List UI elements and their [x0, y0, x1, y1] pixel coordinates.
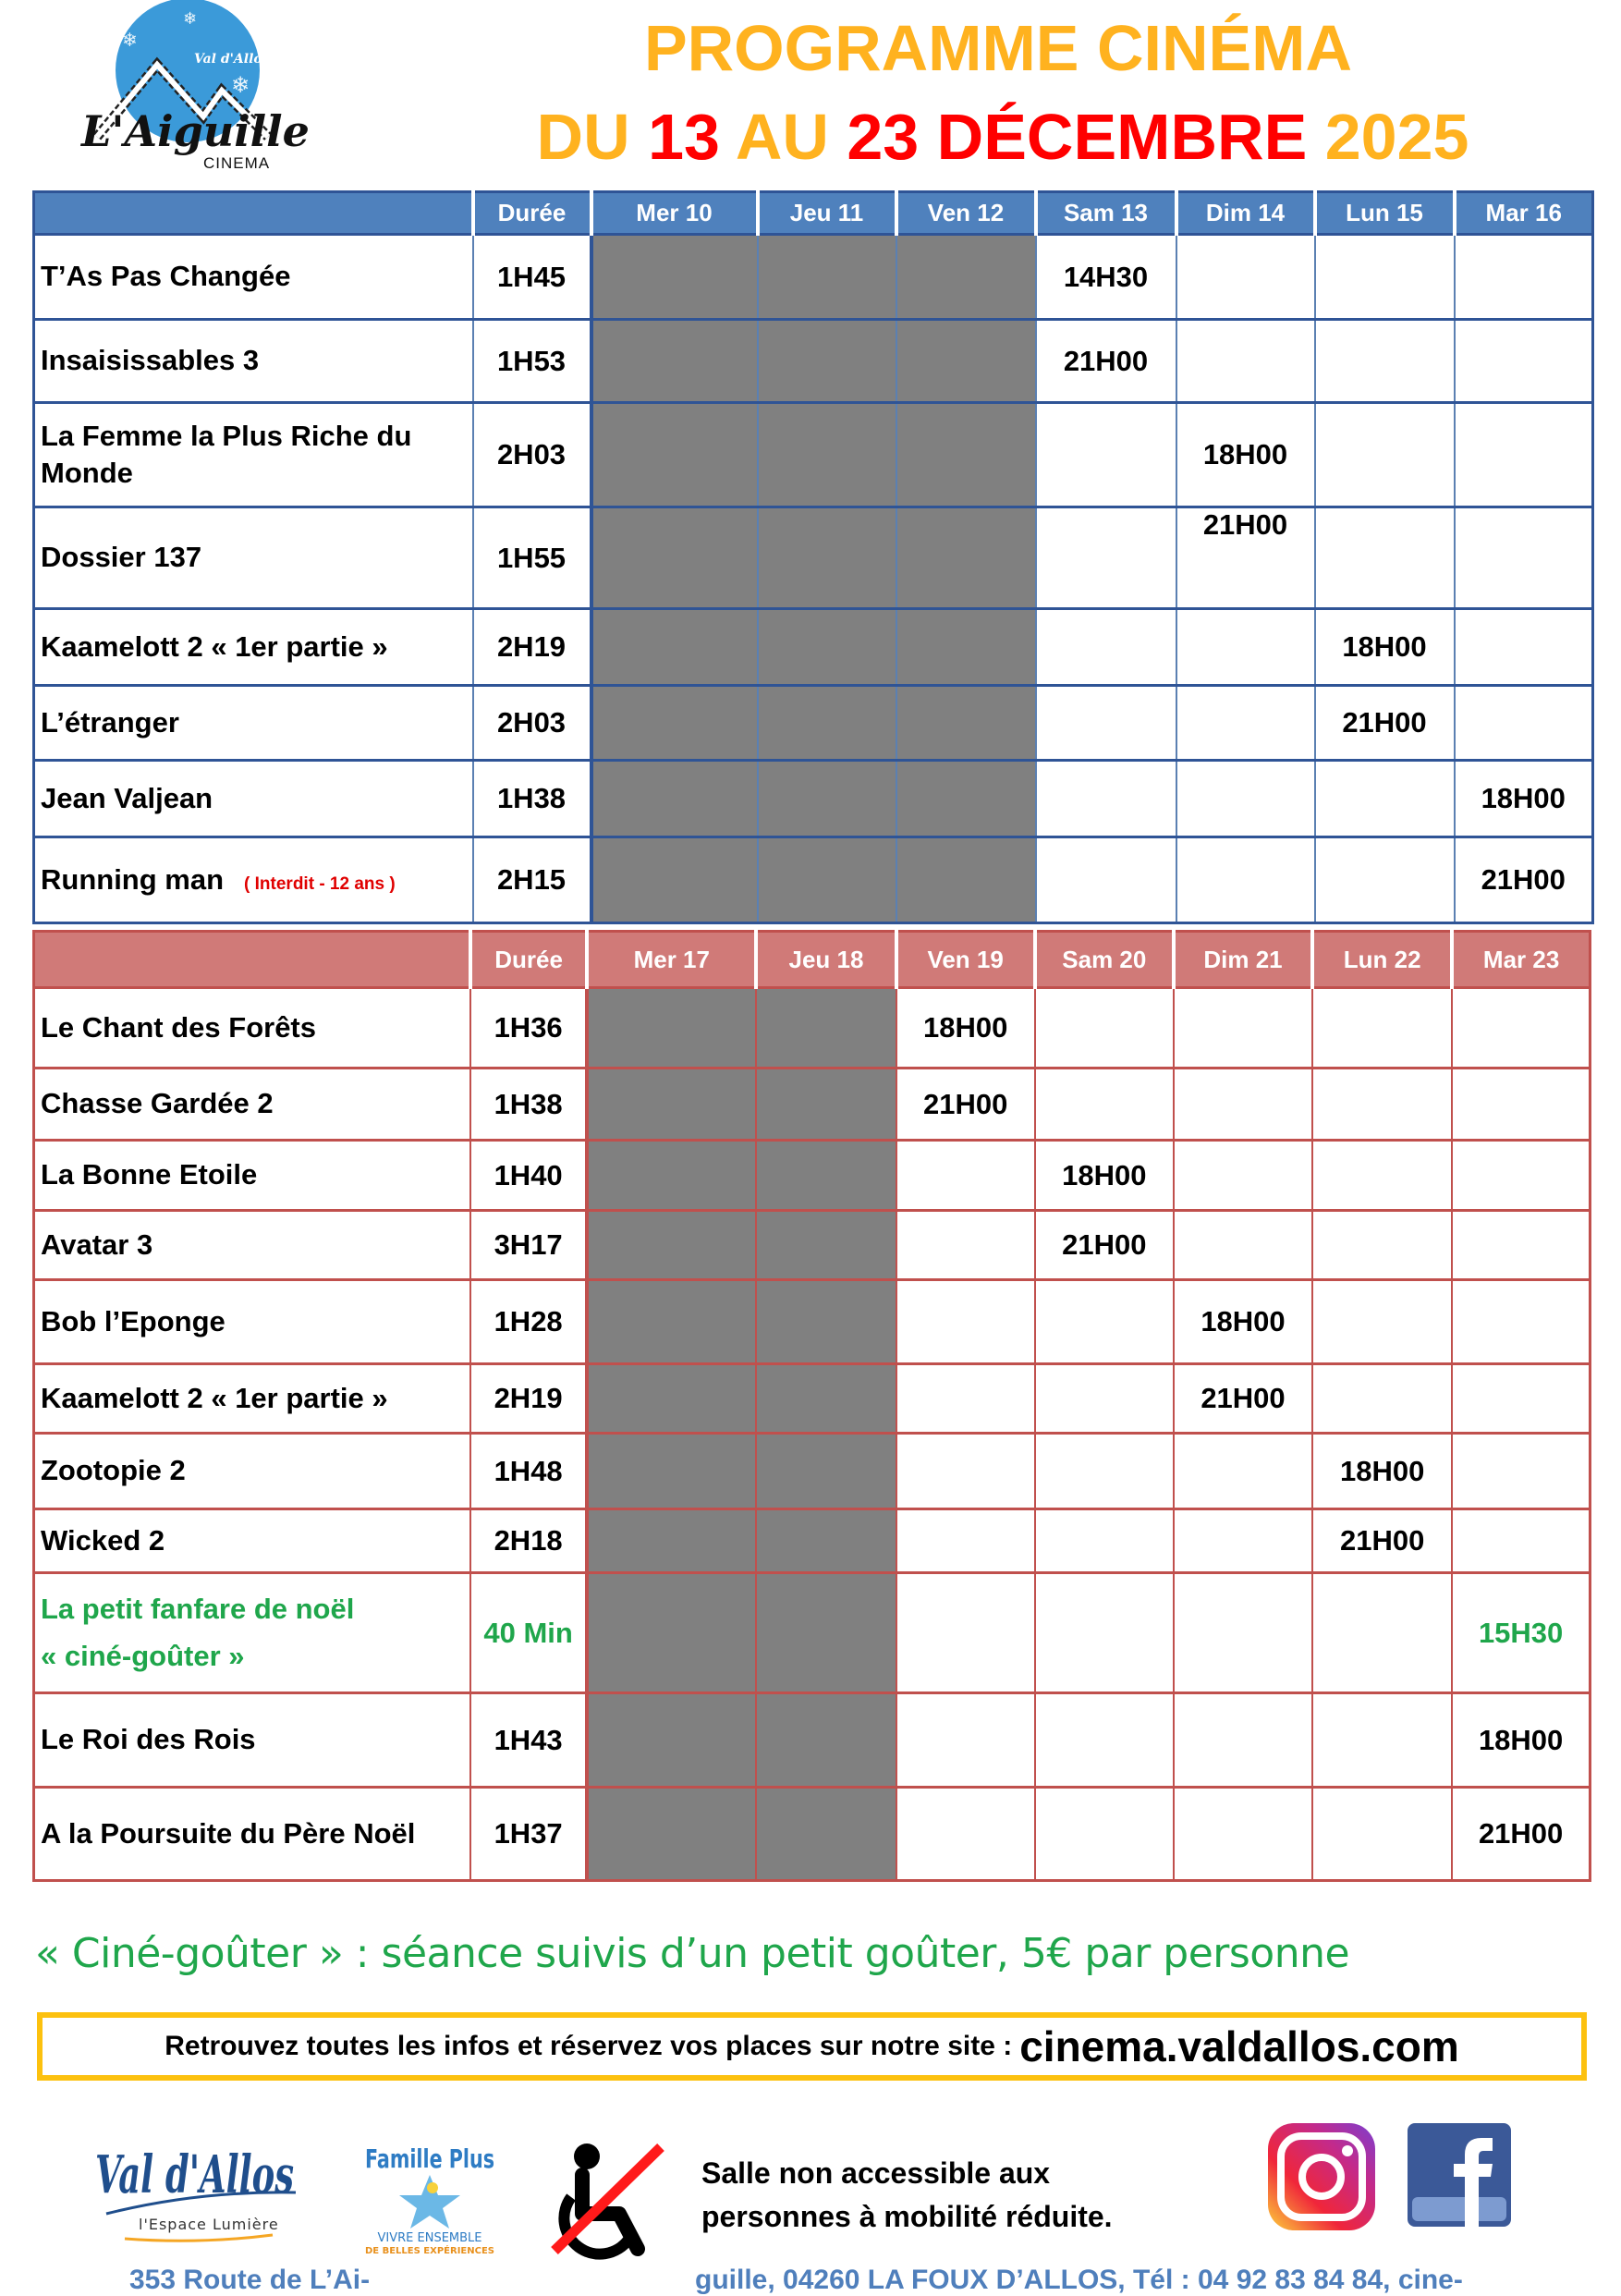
closed-day-cell [591, 686, 758, 761]
empty-slot-cell [1036, 507, 1176, 609]
film-title-cell [34, 761, 473, 837]
closed-day-cell [756, 1280, 896, 1364]
closed-day-cell [587, 1693, 756, 1788]
duration-cell: 3H17 [470, 1211, 587, 1280]
empty-slot-cell [1455, 686, 1593, 761]
date-range [434, 100, 1571, 174]
closed-day-cell [896, 761, 1036, 837]
closed-day-cell [896, 837, 1036, 923]
film-row [34, 1434, 1591, 1509]
empty-slot-cell [1036, 761, 1176, 837]
film-title: Jean Valjean [41, 781, 213, 814]
closed-day-cell [591, 761, 758, 837]
empty-slot-cell [1035, 1364, 1174, 1434]
svg-text:❄: ❄ [183, 9, 198, 29]
closed-day-cell [591, 837, 758, 923]
duration-cell: 1H36 [470, 988, 587, 1069]
empty-slot-cell [1035, 1693, 1174, 1788]
empty-slot-cell [1176, 761, 1315, 837]
header-row [34, 932, 1591, 988]
address-part-1: 353 Route de L’Ai- [129, 2265, 371, 2295]
empty-slot-cell [896, 1434, 1035, 1509]
film-row [34, 1573, 1591, 1693]
film-title: Avatar 3 [41, 1227, 153, 1261]
famille-plus-line2: DE BELLES EXPÉRIENCES [364, 2246, 495, 2256]
film-title: Zootopie 2 [41, 1454, 186, 1487]
duration-cell: 1H38 [473, 761, 591, 837]
empty-slot-cell [1174, 1434, 1312, 1509]
header-day: Lun 15 [1315, 192, 1455, 235]
empty-slot-cell [1035, 1069, 1174, 1141]
film-title: Chasse Gardée 2 [41, 1087, 274, 1120]
empty-slot-cell [1455, 320, 1593, 403]
film-row [34, 1509, 1591, 1573]
film-title-cell [34, 1788, 471, 1881]
empty-slot-cell [1312, 1141, 1452, 1211]
film-title-cell [34, 1509, 471, 1573]
closed-day-cell [587, 1141, 756, 1211]
closed-day-cell [896, 235, 1036, 320]
closed-day-cell [758, 235, 896, 320]
header-day: Ven 19 [896, 932, 1035, 988]
film-row [34, 403, 1593, 507]
film-row [34, 1788, 1591, 1881]
film-title: La Bonne Etoile [41, 1158, 258, 1191]
header-day: Mar 23 [1452, 932, 1590, 988]
closed-day-cell [591, 609, 758, 686]
schedule-week-1 [32, 190, 1594, 924]
header-day: Dim 21 [1174, 932, 1312, 988]
duration-cell: 2H19 [473, 609, 591, 686]
film-title: Le Chant des Forêts [41, 1010, 316, 1044]
showtime-cell: 21H00 [1312, 1509, 1452, 1573]
duration-cell: 1H37 [470, 1788, 587, 1881]
film-title-cell [34, 1069, 471, 1141]
logo-subtitle: CINEMA [203, 154, 271, 172]
showtime-cell: 18H00 [1035, 1141, 1174, 1211]
page-title: PROGRAMME CINÉMA [643, 12, 1353, 84]
showtime-cell: 18H00 [1312, 1434, 1452, 1509]
closed-day-cell [756, 1141, 896, 1211]
film-title-cell [34, 1211, 471, 1280]
header-film [34, 192, 473, 235]
showtime-cell: 21H00 [1035, 1211, 1174, 1280]
showtime-cell: 18H00 [1176, 403, 1315, 507]
closed-day-cell [587, 1069, 756, 1141]
empty-slot-cell [1174, 1069, 1312, 1141]
empty-slot-cell [1174, 1141, 1312, 1211]
duration-cell: 2H15 [473, 837, 591, 923]
closed-day-cell [587, 1788, 756, 1881]
website-label: Retrouvez toutes les infos et réservez vos places sur notre site : [165, 2031, 1013, 2061]
film-title: T’As Pas Changée [41, 260, 291, 293]
empty-slot-cell [896, 1280, 1035, 1364]
film-row [34, 988, 1591, 1069]
closed-day-cell [758, 837, 896, 923]
duration-cell: 1H38 [470, 1069, 587, 1141]
closed-day-cell [756, 1434, 896, 1509]
film-title-cell [34, 403, 473, 507]
film-title: Insaisissables 3 [41, 344, 260, 377]
film-row [34, 1141, 1591, 1211]
film-row [34, 507, 1593, 609]
film-row [34, 837, 1593, 923]
empty-slot-cell [1174, 1788, 1312, 1881]
empty-slot-cell [896, 1211, 1035, 1280]
svg-text:❄: ❄ [231, 72, 250, 98]
cinema-logo [74, 7, 310, 174]
showtime-cell: 21H00 [1455, 837, 1593, 923]
empty-slot-cell [1036, 837, 1176, 923]
empty-slot-cell [1174, 1211, 1312, 1280]
empty-slot-cell [1315, 837, 1455, 923]
closed-day-cell [587, 1280, 756, 1364]
swoosh-orange [125, 2235, 273, 2241]
logo-name: L'Aiguille [81, 106, 310, 156]
empty-slot-cell [1452, 988, 1590, 1069]
film-title: Dossier 137 [41, 541, 202, 574]
empty-slot-cell [1312, 1069, 1452, 1141]
film-row [34, 609, 1593, 686]
closed-day-cell [756, 1509, 896, 1573]
showtime-cell: 21H00 [1176, 507, 1315, 609]
facebook-icon[interactable] [1408, 2123, 1511, 2227]
empty-slot-cell [1455, 403, 1593, 507]
date-year: 2025 [1307, 101, 1469, 173]
star-icon [399, 2175, 460, 2229]
closed-day-cell [758, 609, 896, 686]
header-day: Sam 20 [1035, 932, 1174, 988]
empty-slot-cell [1455, 235, 1593, 320]
film-title: Bob l’Eponge [41, 1304, 225, 1337]
film-title: A la Poursuite du Père Noël [41, 1816, 416, 1850]
empty-slot-cell [896, 1141, 1035, 1211]
empty-slot-cell [1035, 1509, 1174, 1573]
empty-slot-cell [896, 1693, 1035, 1788]
header-day: Lun 22 [1312, 932, 1452, 988]
showtime-cell: 18H00 [1452, 1693, 1590, 1788]
empty-slot-cell [1312, 1788, 1452, 1881]
header-day: Jeu 18 [756, 932, 896, 988]
header-day: Mar 16 [1455, 192, 1593, 235]
closed-day-cell [896, 686, 1036, 761]
header-duration: Durée [473, 192, 591, 235]
closed-day-cell [587, 1434, 756, 1509]
val-dallos-tagline: l'Espace Lumière [139, 2216, 279, 2233]
empty-slot-cell [1455, 507, 1593, 609]
showtime-cell: 15H30 [1452, 1573, 1590, 1693]
empty-slot-cell [1452, 1069, 1590, 1141]
accessibility-line2: personnes à mobilité réduite. [701, 2200, 1113, 2233]
empty-slot-cell [1176, 686, 1315, 761]
film-title-cell [34, 1434, 471, 1509]
film-title-cell [34, 609, 473, 686]
film-row [34, 1211, 1591, 1280]
cine-gouter-note: « Ciné-goûter » : séance suivis d’un petit goûter, 5€ par personne [35, 1930, 1350, 1977]
closed-day-cell [756, 1573, 896, 1693]
empty-slot-cell [1174, 988, 1312, 1069]
closed-day-cell [756, 1069, 896, 1141]
film-title: La petit fanfare de noël [41, 1593, 355, 1626]
closed-day-cell [591, 507, 758, 609]
header-day: Ven 12 [896, 192, 1036, 235]
film-title: Le Roi des Rois [41, 1723, 256, 1756]
closed-day-cell [587, 1573, 756, 1693]
closed-day-cell [896, 403, 1036, 507]
showtime-cell: 21H00 [1036, 320, 1176, 403]
empty-slot-cell [1035, 988, 1174, 1069]
showtime-cell: 21H00 [1174, 1364, 1312, 1434]
header-day: Sam 13 [1036, 192, 1176, 235]
empty-slot-cell [1312, 1693, 1452, 1788]
film-title-cell [34, 1364, 471, 1434]
film-row [34, 1069, 1591, 1141]
showtime-cell: 18H00 [1315, 609, 1455, 686]
date-end: 23 DÉCEMBRE [847, 101, 1308, 173]
closed-day-cell [758, 403, 896, 507]
showtime-cell: 18H00 [1455, 761, 1593, 837]
empty-slot-cell [1036, 403, 1176, 507]
empty-slot-cell [1174, 1573, 1312, 1693]
empty-slot-cell [896, 1573, 1035, 1693]
empty-slot-cell [1452, 1434, 1590, 1509]
empty-slot-cell [1312, 1211, 1452, 1280]
empty-slot-cell [1312, 1364, 1452, 1434]
empty-slot-cell [896, 1509, 1035, 1573]
closed-day-cell [587, 1211, 756, 1280]
duration-cell: 1H43 [470, 1693, 587, 1788]
empty-slot-cell [1315, 403, 1455, 507]
empty-slot-cell [1315, 235, 1455, 320]
header-day: Dim 14 [1176, 192, 1315, 235]
closed-day-cell [896, 609, 1036, 686]
empty-slot-cell [1035, 1788, 1174, 1881]
age-restriction-note: ( Interdit - 12 ans ) [244, 873, 396, 894]
empty-slot-cell [1036, 686, 1176, 761]
empty-slot-cell [1312, 1280, 1452, 1364]
wheelchair-crossed-icon [545, 2140, 684, 2260]
film-title-cell [34, 1573, 471, 1693]
duration-cell: 2H03 [473, 403, 591, 507]
date-start: 13 [648, 101, 720, 173]
date-range-separator: AU [719, 101, 847, 173]
famille-plus-title: Famille Plus [365, 2143, 494, 2174]
closed-day-cell [756, 1364, 896, 1434]
duration-cell: 1H48 [470, 1434, 587, 1509]
film-row [34, 686, 1593, 761]
header-duration: Durée [470, 932, 587, 988]
empty-slot-cell [1176, 235, 1315, 320]
closed-day-cell [758, 686, 896, 761]
website-banner [37, 2012, 1587, 2081]
accessibility-line1: Salle non accessible aux [701, 2156, 1051, 2190]
closed-day-cell [756, 1788, 896, 1881]
closed-day-cell [587, 1509, 756, 1573]
duration-cell: 1H55 [473, 507, 591, 609]
empty-slot-cell [1176, 837, 1315, 923]
accessibility-notice [701, 2152, 1113, 2239]
empty-slot-cell [1452, 1211, 1590, 1280]
empty-slot-cell [1174, 1509, 1312, 1573]
showtime-cell: 14H30 [1036, 235, 1176, 320]
film-title: Kaamelott 2 « 1er partie » [41, 629, 388, 663]
film-row [34, 1364, 1591, 1434]
film-row [34, 1693, 1591, 1788]
duration-cell: 1H53 [473, 320, 591, 403]
duration-cell: 1H45 [473, 235, 591, 320]
closed-day-cell [591, 320, 758, 403]
closed-day-cell [587, 1364, 756, 1434]
closed-day-cell [756, 1693, 896, 1788]
film-title-cell [34, 686, 473, 761]
film-row [34, 1280, 1591, 1364]
val-dallos-logo [88, 2126, 305, 2251]
famille-plus-logo [360, 2131, 499, 2255]
instagram-icon[interactable] [1268, 2123, 1375, 2230]
empty-slot-cell [1315, 761, 1455, 837]
film-title-cell [34, 1280, 471, 1364]
duration-cell: 1H28 [470, 1280, 587, 1364]
closed-day-cell [758, 320, 896, 403]
header-day: Mer 10 [591, 192, 758, 235]
date-range-prefix: DU [536, 101, 649, 173]
sun-icon [427, 2182, 438, 2193]
empty-slot-cell [1452, 1509, 1590, 1573]
val-dallos-title: Val d'Allos [95, 2144, 294, 2205]
showtime-cell: 21H00 [1452, 1788, 1590, 1881]
film-title: Running man [41, 862, 225, 896]
closed-day-cell [591, 403, 758, 507]
website-link[interactable]: cinema.valdallos.com [1019, 2022, 1459, 2070]
film-title-cell [34, 837, 473, 923]
address-part-2: guille, 04260 LA FOUX D’ALLOS, Tél : 04 92 83 84 84, cine- [695, 2265, 1463, 2295]
duration-cell: 2H18 [470, 1509, 587, 1573]
showtime-cell: 18H00 [1174, 1280, 1312, 1364]
svg-text:❄: ❄ [122, 29, 138, 51]
header-film [34, 932, 471, 988]
empty-slot-cell [1312, 1573, 1452, 1693]
closed-day-cell [896, 320, 1036, 403]
film-title: Wicked 2 [41, 1523, 165, 1557]
film-title-cell [34, 1693, 471, 1788]
empty-slot-cell [1452, 1364, 1590, 1434]
empty-slot-cell [896, 1364, 1035, 1434]
showtime-cell: 21H00 [896, 1069, 1035, 1141]
film-title: La Femme la Plus Riche du Monde [41, 419, 412, 489]
header-day: Mer 17 [587, 932, 756, 988]
empty-slot-cell [1312, 988, 1452, 1069]
film-title: L’étranger [41, 705, 179, 739]
empty-slot-cell [1455, 609, 1593, 686]
closed-day-cell [896, 507, 1036, 609]
logo-badge: Val d'Allos [194, 52, 270, 67]
film-title: Kaamelott 2 « 1er partie » [41, 1381, 388, 1414]
film-title-cell [34, 507, 473, 609]
closed-day-cell [587, 988, 756, 1069]
empty-slot-cell [1452, 1280, 1590, 1364]
empty-slot-cell [1176, 609, 1315, 686]
film-title-cell [34, 320, 473, 403]
header-day: Jeu 11 [758, 192, 896, 235]
empty-slot-cell [1174, 1693, 1312, 1788]
film-title-cell [34, 1141, 471, 1211]
duration-cell: 2H03 [473, 686, 591, 761]
duration-cell: 2H19 [470, 1364, 587, 1434]
closed-day-cell [756, 1211, 896, 1280]
empty-slot-cell [1315, 507, 1455, 609]
schedule-week-2 [32, 930, 1591, 1882]
closed-day-cell [758, 761, 896, 837]
empty-slot-cell [1176, 320, 1315, 403]
empty-slot-cell [896, 1788, 1035, 1881]
duration-cell: 1H40 [470, 1141, 587, 1211]
film-title-cell [34, 988, 471, 1069]
header-row [34, 192, 1593, 235]
empty-slot-cell [1035, 1573, 1174, 1693]
empty-slot-cell [1452, 1141, 1590, 1211]
film-row [34, 235, 1593, 320]
film-title-cell [34, 235, 473, 320]
duration-cell: 40 Min [470, 1573, 587, 1693]
film-row [34, 761, 1593, 837]
empty-slot-cell [1035, 1280, 1174, 1364]
closed-day-cell [756, 988, 896, 1069]
showtime-cell: 18H00 [896, 988, 1035, 1069]
famille-plus-line1: VIVRE ENSEMBLE [377, 2231, 482, 2245]
showtime-cell: 21H00 [1315, 686, 1455, 761]
closed-day-cell [591, 235, 758, 320]
empty-slot-cell [1035, 1434, 1174, 1509]
film-row [34, 320, 1593, 403]
closed-day-cell [758, 507, 896, 609]
film-subtitle: « ciné-goûter » [41, 1639, 245, 1672]
empty-slot-cell [1036, 609, 1176, 686]
empty-slot-cell [1315, 320, 1455, 403]
